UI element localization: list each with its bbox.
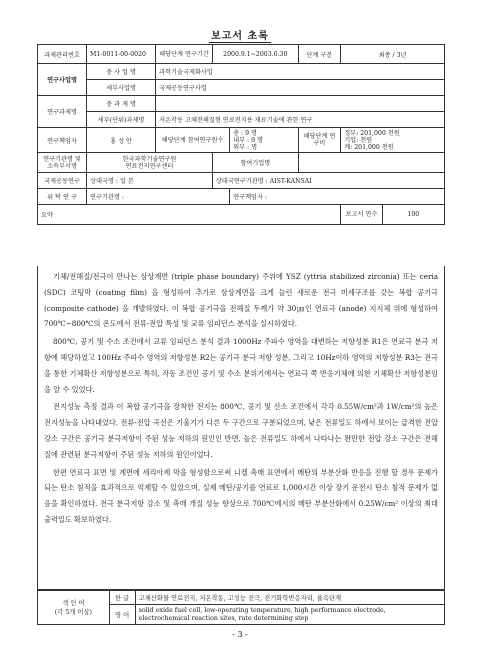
period-label: 해당단계 연구기간 <box>156 45 213 64</box>
sub-task-value: 저온작동 고체전해질형 연료전지용 재료기술에 관한 연구 <box>156 112 445 128</box>
keywords-label: 색 인 어 (각 5개 이상) <box>38 591 110 625</box>
sub-task-label: 세부(단위)과제명 <box>87 112 156 128</box>
mid-task-value <box>156 96 445 112</box>
researcher-count-label: 해당단계 참여연구원수 <box>156 128 230 153</box>
program-label: 연구사업명 <box>38 64 87 96</box>
english-keywords: solid oxide fuel cell, low-operating temperature, high performance electrode, electrochemical reaction sites, rate determining step <box>135 605 444 625</box>
commission-lead: 연구책임자 : <box>230 189 445 205</box>
intl-institution: 상대국연구기관명 : AIST-KANSAI <box>212 173 444 189</box>
korean-keywords: 고체산화물 연료전지, 저온작동, 고성능 전극, 전기화학반응자리, 율속단계 <box>135 591 444 605</box>
org-value: 한국과학기술연구원 연료전지연구센터 <box>87 153 213 173</box>
summary-paragraph: 한편 연료극 표면 및 계면에 세리아계 막을 형성함으로써 니켈 촉매 표면에서 메탄의 부분산화 반응을 진행 할 경우 문제가 되는 탄소 침적을 효과적으로 억제할 수 있었으며, 실제 메탄/공기를 연료로 1,000시간 이상 장기 운전시 탄소 침적 문제가 없음을 확인하였다. 전극 분극저항 감소 및 촉매 개질 성능 향상으로 700℃에서의 메탄 부분산화에서 0.25W/cm² 이상의 최대 출력밀도 확보하였다. <box>44 467 438 524</box>
task-label: 연구과제명 <box>38 96 87 128</box>
sub-program-value: 국제공동연구사업 <box>156 80 445 96</box>
lead-label: 연구책임자 <box>38 128 87 153</box>
cost-label: 해당단계 연구비 <box>298 128 341 153</box>
org-label: 연구기관명 및 소속부서명 <box>38 153 87 173</box>
stage-label: 단계 구분 <box>298 45 341 64</box>
researcher-counts: 총 : 9 명 내부 : 9 명 외부 : 명 <box>230 128 299 153</box>
meta-table <box>37 44 445 225</box>
summary-paragraph: 전지성능 측정 결과 이 복합 공기극을 장착한 전지는 800℃, 공기 및 산소 조건에서 각각 0.55W/cm²과 1W/cm²의 높은 전지성능을 나타내었다. 전류-전압 곡선은 기울기가 다른 두 구간으로 구분되었으며, 낮은 전류밀도 하에서 보이는 급격한 전압강소 구간은 공기극 분극저항이 주된 성능 저하의 원인인 반면, 높은 전류밀도 하에서 나타나는 완만한 전압 강소 구간은 전해질에 관련된 분극저항이 주된 성능 저하의 원인이었다. <box>44 402 438 459</box>
summary-paragraph: 기체/전해질/전극이 만나는 삼상계면 (triple phase boundary) 주위에 YSZ (yttria stabilized zirconia) 또는 ceria (SDC) 코팅막 (coating film) 을 형성하여 추가로 삼상계면을 크게 늘린 새로운 전극 미세구조를 갖는 복합 공기극 (composite cathode) 을 개발하였다. 이 복합 공기극을 전해질 두께가 약 30㎛인 연료극 (anode) 지지체 위에 형성하여 700℃~800℃의 온도에서 전류-전압 특성 및 교류 임피던스 분석을 실시하였다. <box>44 272 438 329</box>
period: 2000.9.1~2003.6.30 <box>212 45 298 64</box>
lead-name: 홍 성 안 <box>87 128 156 153</box>
summary-label: 요약 <box>38 205 341 225</box>
partner-label: 참여기업명 <box>212 153 298 173</box>
mid-program-value: 과학기술국제화사업 <box>156 64 445 80</box>
summary-body <box>37 266 445 590</box>
intl-country: 상대국명 : 일 본 <box>87 173 213 189</box>
summary-paragraph: 800℃, 공기 및 수소 조건에서 교류 임피던스 분석 결과 1000Hz 주파수 영역을 대변하는 저항성분 R1은 연료극 분극 저항에 해당하였고 100Hz 주파수 영역의 저항성분 R2는 공기극 분극 저항 성분, 그리고 10Hz이하 영역의 저항성분 R3는 전극을 통한 기체확산 저항성분으로 특히, 작동 조건인 공기 및 수소 분위기에서는 연료극 쪽 반응기체에 의한 기체확산 저항성분임을 알 수 있었다. <box>44 337 438 394</box>
keywords-table <box>37 590 445 625</box>
project-id: M1-0011-00-0020 <box>87 45 156 64</box>
commission-institution: 연구기관명 : <box>87 189 230 205</box>
partner-value <box>298 153 444 173</box>
project-id-label: 과제관리번호 <box>38 45 87 64</box>
pages-label: 보고서 면수 <box>341 205 383 225</box>
sub-program-label: 세부사업명 <box>87 80 156 96</box>
cost-values: 정부: 201,000 천원 기업: 천원 계: 201,000 천원 <box>341 128 445 153</box>
stage: 최종 / 3년 <box>341 45 445 64</box>
report-title: 보고서 초록 <box>211 31 269 42</box>
intl-label: 국제공동연구 <box>38 173 87 189</box>
commission-label: 위 탁 연 구 <box>38 189 87 205</box>
english-keywords-label: 영 어 <box>109 605 135 625</box>
mid-program-label: 중 사 업 명 <box>87 64 156 80</box>
pages-value: 100 <box>382 205 444 225</box>
page-number: - 3 - <box>232 630 248 639</box>
korean-keywords-label: 한 글 <box>109 591 135 605</box>
mid-task-label: 중 과 제 명 <box>87 96 156 112</box>
